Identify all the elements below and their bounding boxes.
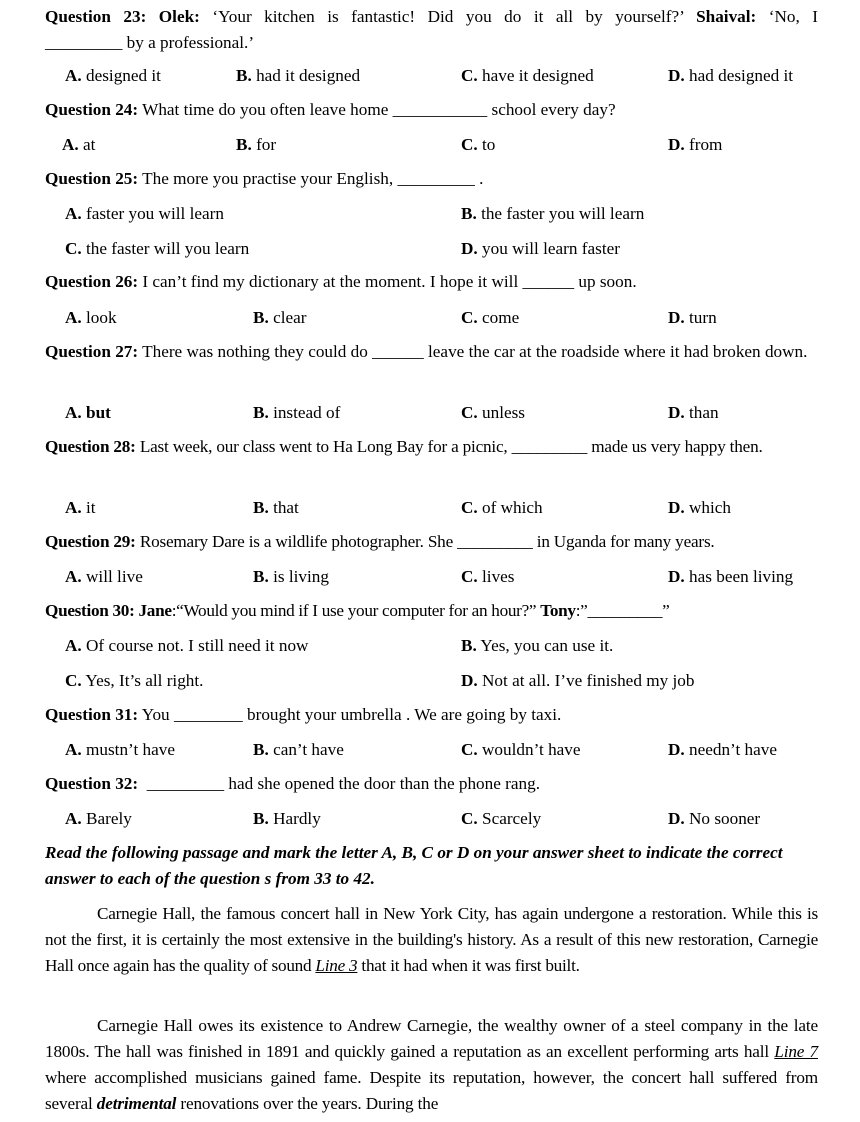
question-label: Question 30: [45,601,135,620]
question-label: Question 25: [45,169,139,188]
option-d: D. Not at all. I’ve finished my job [461,671,695,690]
question-23-line2 [45,30,818,56]
option-d: D. has been living [668,567,794,586]
option-c: C. come [461,308,520,327]
option-a: A. at [62,135,96,154]
question-text: Last week, our class went to Ha Long Bay for a picnic, [135,437,512,456]
question-25 [45,166,818,192]
option-b: B. the faster you will learn [461,204,645,223]
option-a: A. designed it [65,66,161,85]
reading-instruction: Read the following passage and mark the letter A, B, C or D on your answer sheet to indicate the correct answer to each of the question s from 33 to 42. [45,843,783,888]
option-b: B. had it designed [236,66,361,85]
option-b: B. can’t have [253,740,344,759]
speaker-name: Olek: [158,7,200,26]
question-27 [45,339,818,365]
option-c: C. the faster will you learn [65,239,250,258]
option-a: A. it [65,498,96,517]
option-a: A. Barely [65,809,132,828]
option-b: B. is living [253,567,329,586]
line-reference: Line 3 [315,956,358,975]
speaker-name: Shaival: [696,7,757,26]
question-text: ” [662,601,670,620]
option-d: D. which [668,498,732,517]
question-text: There was nothing they could do [138,342,373,361]
question-label: Question 32: [45,774,139,793]
option-c: C. to [461,135,496,154]
question-text: The more you practise your English, [138,169,398,188]
option-d: D. needn’t have [668,740,777,759]
question-text: had she opened the door than the phone rang. [224,774,541,793]
question-label: Question 23: [45,7,147,26]
question-label: Question 31: [45,705,139,724]
answer-blank: ______ [372,342,424,361]
option-d: D. you will learn faster [461,239,620,258]
passage-paragraph-2 [45,1013,818,1117]
option-d: D. turn [668,308,717,327]
question-label: Question 29: [45,532,136,551]
speaker-name: Jane [138,601,172,620]
answer-blank: _________ [511,437,588,456]
question-label: Question 24: [45,100,139,119]
question-text: ‘Your kitchen is fantastic! Did you do it all by yourself?’ [199,7,697,26]
option-b: B. clear [253,308,307,327]
passage-text: Carnegie Hall owes its existence to Andrew Carnegie, the wealthy owner of a steel company in the late 1800s. The hall was finished in 1891 and quickly gained a reputation as an excellent performing arts hall [45,1016,818,1061]
option-a: A. mustn’t have [65,740,175,759]
question-24 [45,97,818,123]
option-d: D. than [668,403,719,422]
option-c: C. wouldn’t have [461,740,581,759]
question-text: made us very happy then. [587,437,763,456]
question-label: Question 27: [45,342,139,361]
question-text: . [474,169,484,188]
passage-text: renovations over the years. During the [176,1094,439,1113]
passage-paragraph-1 [45,901,818,979]
option-b: B. Yes, you can use it. [461,636,614,655]
question-text: ‘No, I [756,7,819,26]
option-c: C. Yes, It’s all right. [65,671,204,690]
question-text: by a professional.’ [122,33,255,52]
question-text: :” [575,601,588,620]
option-c: C. lives [461,567,515,586]
question-text: up soon. [574,272,637,291]
option-a: A. will live [65,567,143,586]
question-text: You [138,705,174,724]
option-d: D. had designed it [668,66,794,85]
answer-blank: ___________ [392,100,488,119]
option-b: B. for [236,135,277,154]
answer-blank: _________ [587,601,663,620]
emphasized-word: detrimental [96,1094,177,1113]
passage-text: where accomplished musicians gained fame. Despite its reputation, however, the concert hall suffered from several [45,1068,818,1113]
question-text: What time do you often leave home [138,100,393,119]
answer-blank: ______ [522,272,575,291]
option-c: C. have it designed [461,66,594,85]
option-a: A. faster you will learn [65,204,224,223]
answer-blank: ________ [173,705,243,724]
option-c: C. of which [461,498,543,517]
question-text: I can’t find my dictionary at the moment. I hope it will [138,272,523,291]
question-28 [45,434,818,460]
option-a: A. but [65,403,111,422]
question-31 [45,702,818,728]
speaker-name: Tony [540,601,576,620]
question-text: Rosemary Dare is a wildlife photographer. She [135,532,458,551]
question-text: leave the car at the roadside where it had broken down. [423,342,808,361]
option-b: B. instead of [253,403,341,422]
question-label: Question 26: [45,272,139,291]
option-b: B. Hardly [253,809,321,828]
question-29 [45,529,818,555]
question-text: in Uganda for many years. [532,532,715,551]
question-text: brought your umbrella . We are going by taxi. [242,705,562,724]
passage-text: that it had when it was first built. [357,956,580,975]
answer-blank: _________ [457,532,533,551]
option-c: C. unless [461,403,525,422]
option-d: D. from [668,135,723,154]
question-text: school every day? [487,100,616,119]
answer-blank: _________ [45,33,123,52]
answer-blank: _________ [397,169,475,188]
passage-text: Carnegie Hall, the famous concert hall in New York City, has again undergone a restoration. While this is not the first, it is certainly the most extensive in the building's history. As a result of this new restoration, Carnegie Hall once again has the quality of sound [45,904,818,975]
question-32 [45,771,818,797]
option-c: C. Scarcely [461,809,542,828]
option-b: B. that [253,498,299,517]
question-text: :“Would you mind if I use your computer for an hour?” [171,601,541,620]
option-a: A. look [65,308,117,327]
question-text [138,774,147,793]
question-23 [45,4,818,30]
answer-blank: _________ [146,774,225,793]
question-26 [45,269,818,295]
option-d: D. No sooner [668,809,761,828]
question-label: Question 28: [45,437,136,456]
line-reference: Line 7 [774,1042,818,1061]
question-30 [45,598,818,624]
option-a: A. Of course not. I still need it now [65,636,309,655]
